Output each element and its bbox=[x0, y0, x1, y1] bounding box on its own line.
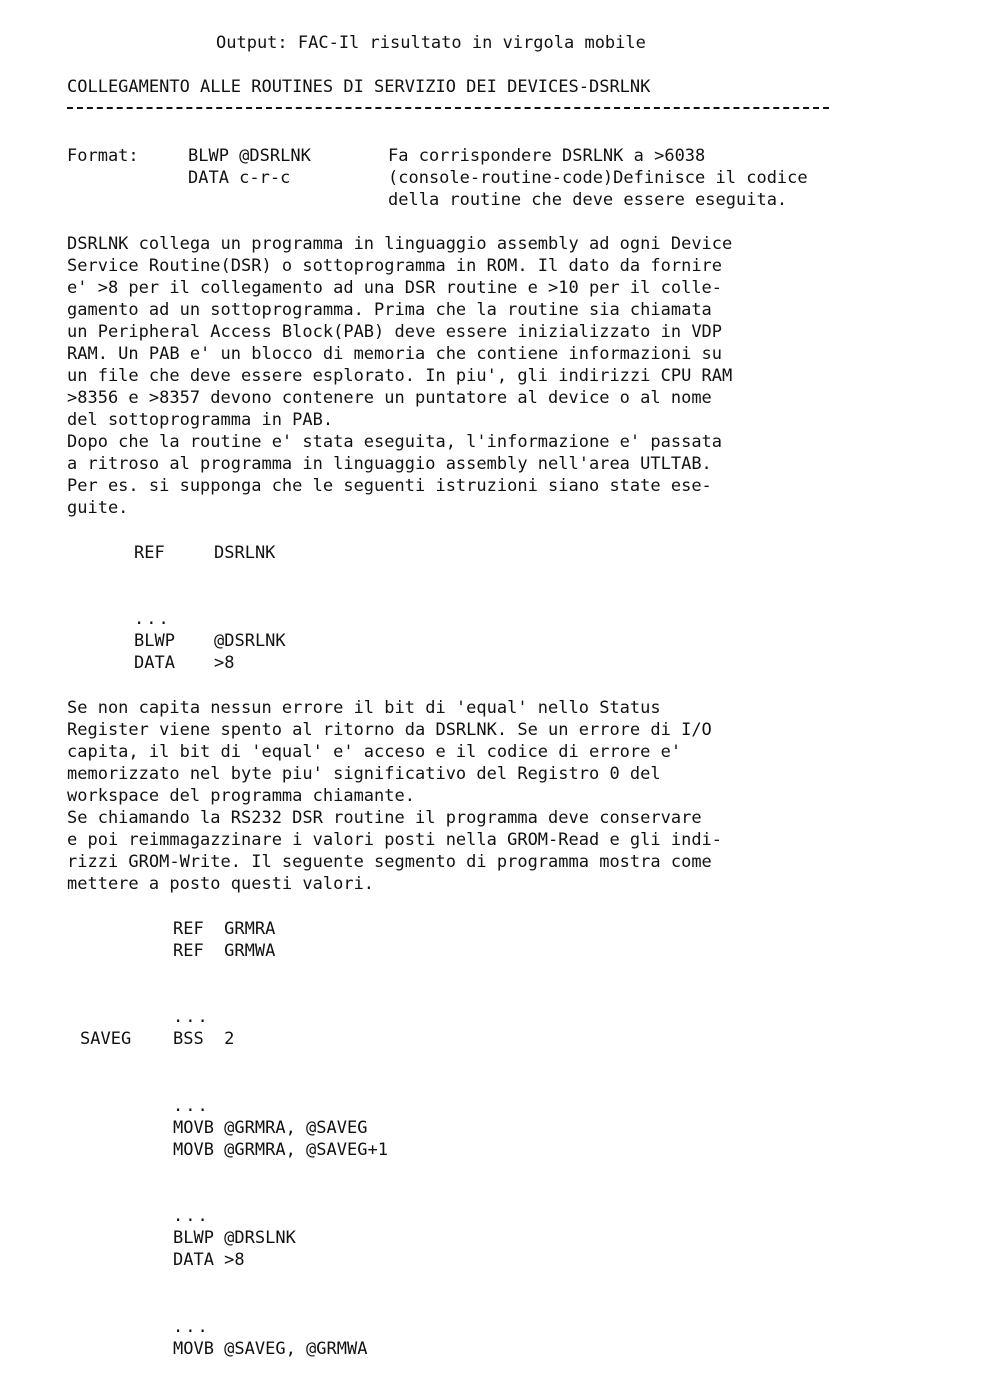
code-ellipsis: ... bbox=[173, 1206, 210, 1226]
code-blwp: BLWP @DRSLNK bbox=[173, 1228, 296, 1248]
code-ellipsis: ... bbox=[173, 1007, 210, 1027]
paragraph-line: RAM. Un PAB e' un blocco di memoria che contiene informazioni su bbox=[67, 344, 723, 364]
code-data: DATA >8 bbox=[173, 1250, 245, 1270]
code-data-keyword: DATA bbox=[134, 653, 175, 673]
format-code-data: DATA c-r-c bbox=[188, 168, 291, 188]
paragraph-line: workspace del programma chiamante. bbox=[67, 786, 415, 806]
paragraph-line: >8356 e >8357 devono contenere un puntatore al device o al nome bbox=[67, 388, 712, 408]
format-label: Format: bbox=[67, 146, 139, 166]
code-data-operand: >8 bbox=[214, 653, 235, 673]
paragraph-line: Dopo che la routine e' stata eseguita, l'informazione e' passata bbox=[67, 432, 723, 452]
code-blwp-keyword: BLWP bbox=[134, 631, 175, 651]
header-line: Output: FAC-Il risultato in virgola mobile bbox=[216, 33, 646, 53]
paragraph-line: e' >8 per il collegamento ad una DSR routine e >10 per il colle- bbox=[67, 278, 723, 298]
paragraph-line: rizzi GROM-Write. Il seguente segmento di programma mostra come bbox=[67, 852, 712, 872]
format-code-blwp: BLWP @DSRLNK bbox=[188, 146, 311, 166]
paragraph-line: memorizzato nel byte piu' significativo del Registro 0 del bbox=[67, 764, 661, 784]
paragraph-line: Se non capita nessun errore il bit di 'equal' nello Status bbox=[67, 698, 661, 718]
code-ref-grmwa: REF GRMWA bbox=[173, 941, 276, 961]
code-movb-1: MOVB @GRMRA, @SAVEG bbox=[173, 1118, 368, 1138]
paragraph-line: Service Routine(DSR) o sottoprogramma in ROM. Il dato da fornire bbox=[67, 256, 723, 276]
code-saveg-bss: BSS 2 bbox=[173, 1029, 235, 1049]
paragraph-line: un file che deve essere esplorato. In piu', gli indirizzi CPU RAM bbox=[67, 366, 733, 386]
format-desc-1: Fa corrispondere DSRLNK a >6038 bbox=[388, 146, 706, 166]
paragraph-line: del sottoprogramma in PAB. bbox=[67, 410, 334, 430]
title-underline bbox=[67, 107, 829, 109]
paragraph-line: un Peripheral Access Block(PAB) deve essere inizializzato in VDP bbox=[67, 322, 723, 342]
code-movb-2: MOVB @GRMRA, @SAVEG+1 bbox=[173, 1140, 388, 1160]
code-ref-grmra: REF GRMRA bbox=[173, 919, 276, 939]
code-ellipsis: ... bbox=[173, 1096, 210, 1116]
section-title: COLLEGAMENTO ALLE ROUTINES DI SERVIZIO DEI DEVICES-DSRLNK bbox=[67, 77, 651, 97]
code-ref-keyword: REF bbox=[134, 543, 165, 563]
paragraph-line: guite. bbox=[67, 498, 129, 518]
code-saveg-label: SAVEG bbox=[80, 1029, 132, 1049]
paragraph-line: DSRLNK collega un programma in linguaggio assembly ad ogni Device bbox=[67, 234, 733, 254]
paragraph-line: Se chiamando la RS232 DSR routine il programma deve conservare bbox=[67, 808, 702, 828]
code-ellipsis: ... bbox=[173, 1317, 210, 1337]
code-ref-operand: DSRLNK bbox=[214, 543, 276, 563]
format-desc-2: (console-routine-code)Definisce il codice bbox=[388, 168, 808, 188]
paragraph-line: capita, il bit di 'equal' e' acceso e il codice di errore e' bbox=[67, 742, 682, 762]
paragraph-line: Register viene spento al ritorno da DSRLNK. Se un errore di I/O bbox=[67, 720, 712, 740]
paragraph-line: gamento ad un sottoprogramma. Prima che la routine sia chiamata bbox=[67, 300, 712, 320]
code-blwp-operand: @DSRLNK bbox=[214, 631, 286, 651]
paragraph-line: e poi reimmagazzinare i valori posti nella GROM-Read e gli indi- bbox=[67, 830, 723, 850]
paragraph-line: Per es. si supponga che le seguenti istruzioni siano state ese- bbox=[67, 476, 712, 496]
paragraph-line: mettere a posto questi valori. bbox=[67, 874, 375, 894]
format-desc-3: della routine che deve essere eseguita. bbox=[388, 190, 788, 210]
code-movb-3: MOVB @SAVEG, @GRMWA bbox=[173, 1339, 368, 1359]
paragraph-line: a ritroso al programma in linguaggio assembly nell'area UTLTAB. bbox=[67, 454, 712, 474]
code-ellipsis: ... bbox=[134, 609, 171, 629]
